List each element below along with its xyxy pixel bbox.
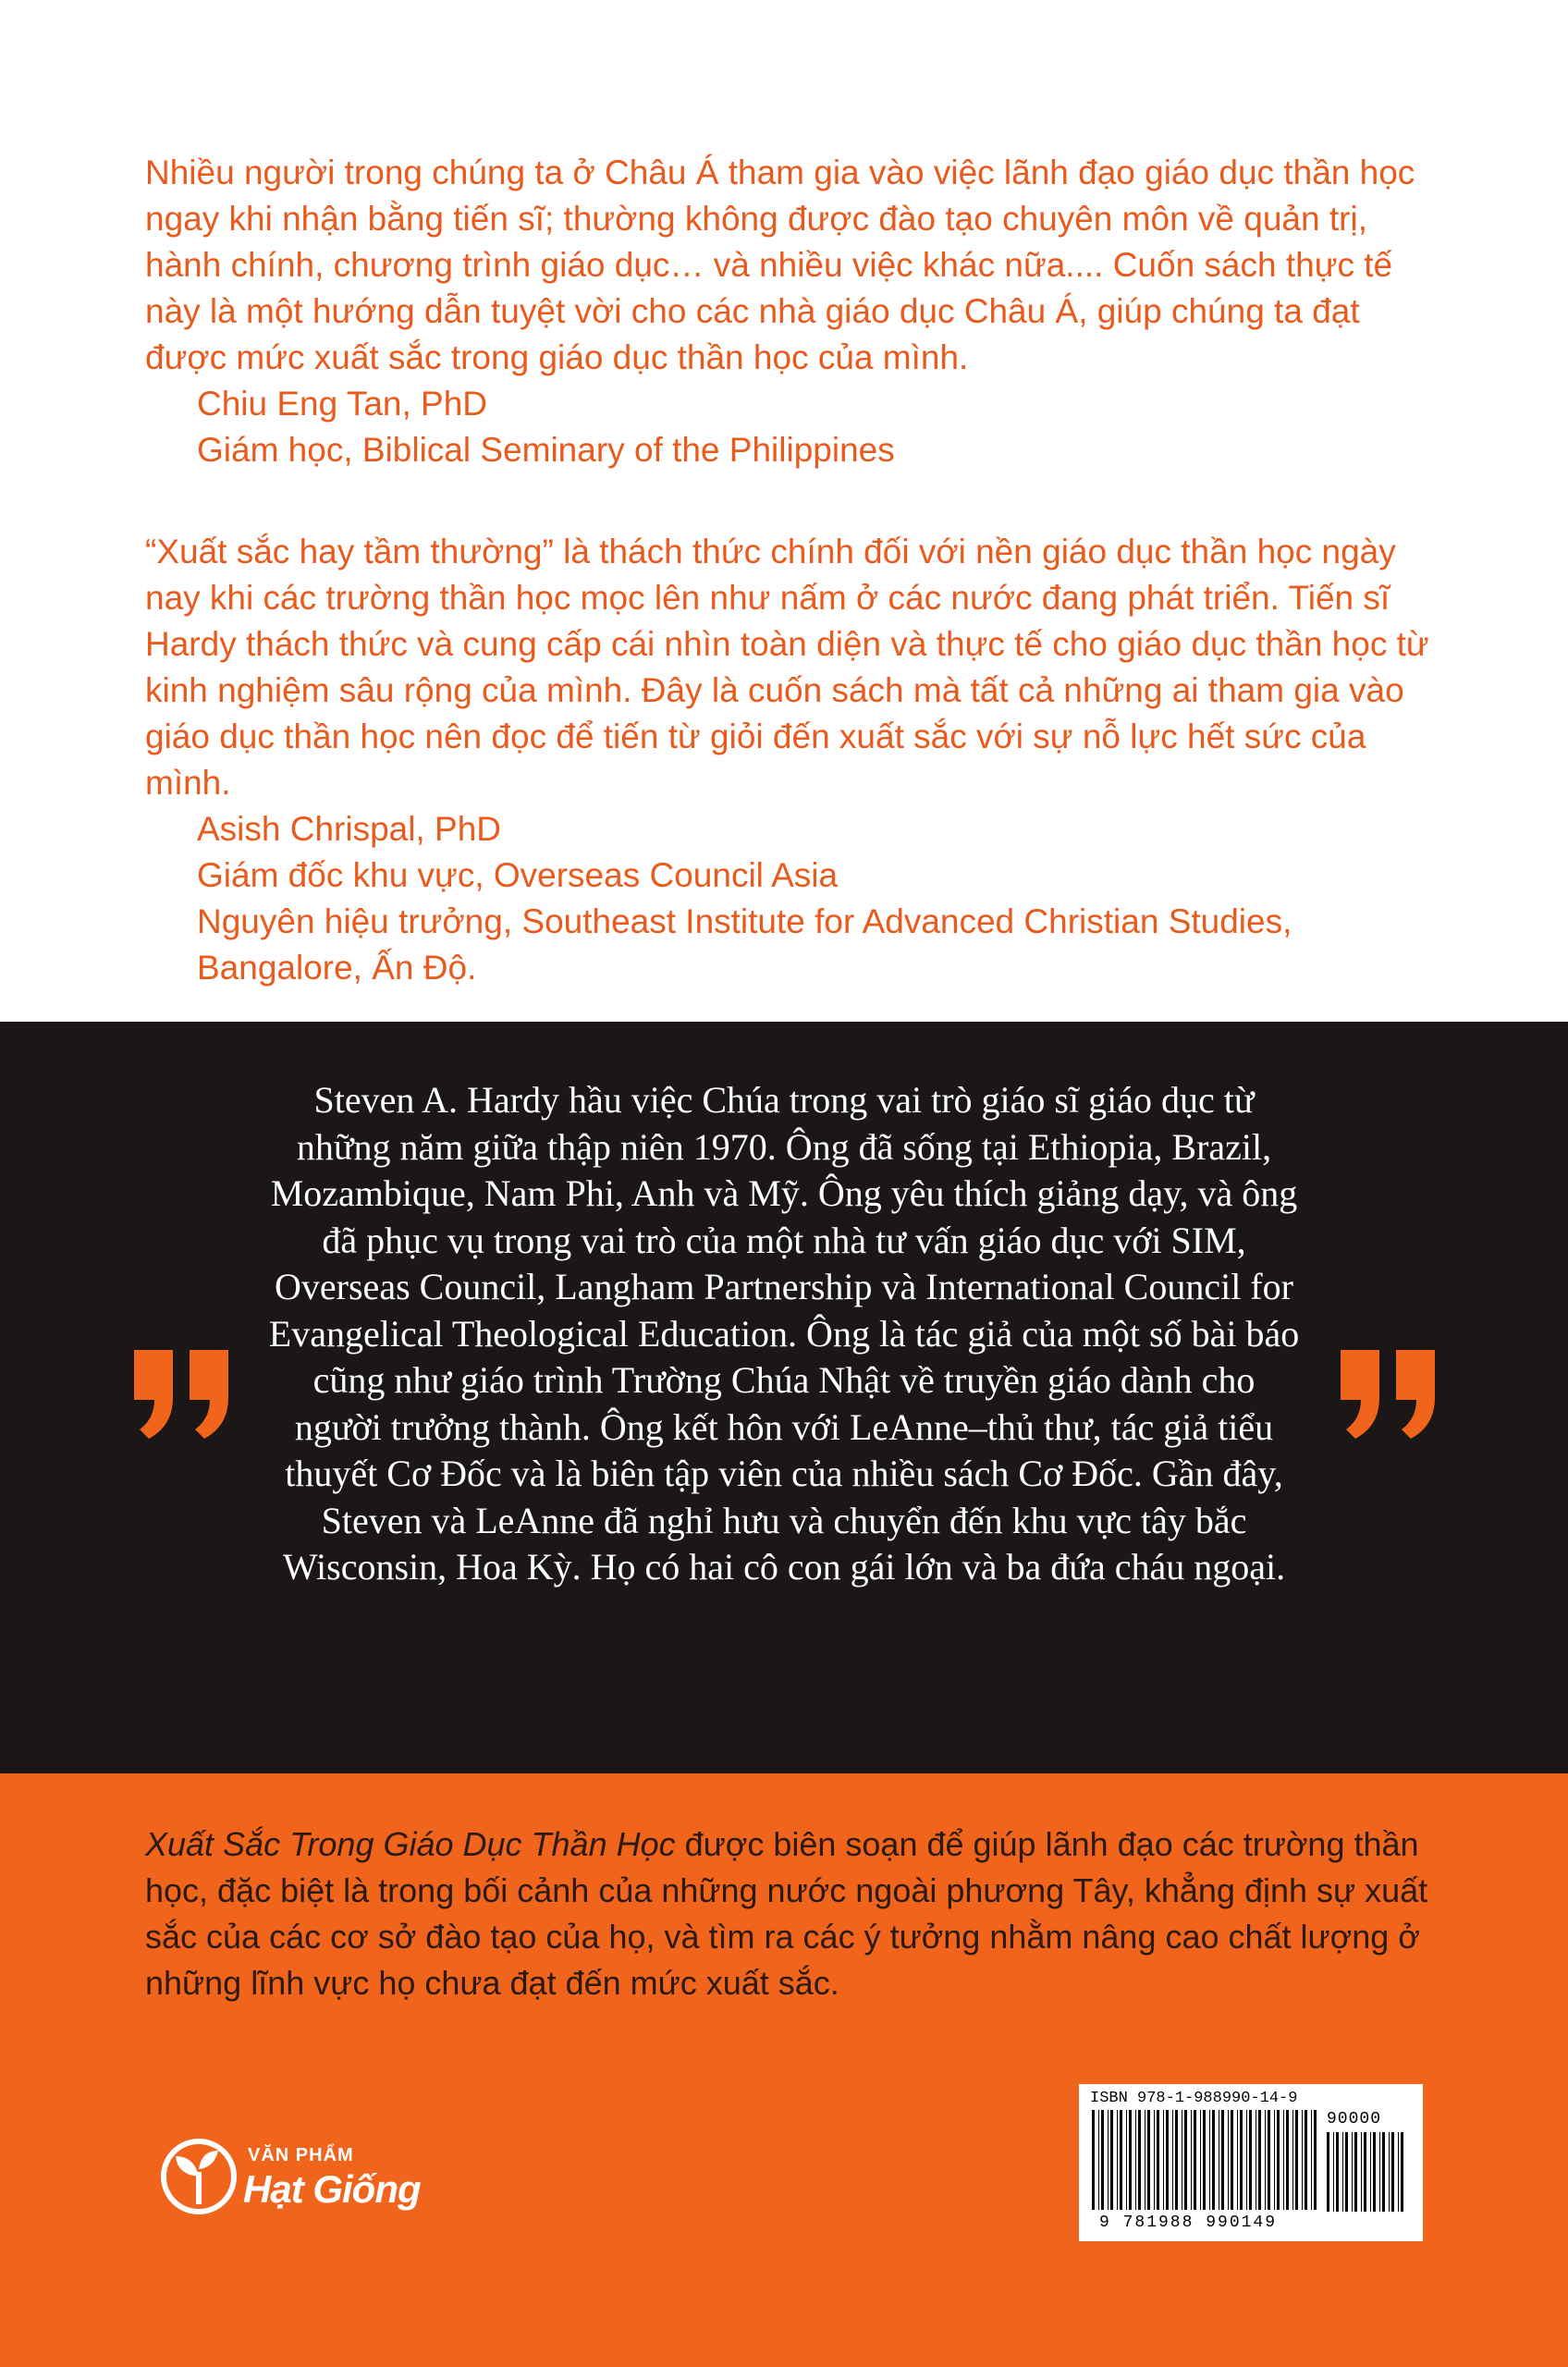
barcode-bar bbox=[1379, 2132, 1380, 2212]
barcode-bar bbox=[1258, 2110, 1261, 2210]
barcode-bar bbox=[1138, 2110, 1141, 2210]
endorser-title-2: Nguyên hiệu trưởng, Southeast Institute for Advanced Christian Studies, Bangalore, Ấn Độ. bbox=[197, 902, 1292, 987]
price-barcode-bars bbox=[1327, 2132, 1410, 2212]
barcode-bar bbox=[1249, 2110, 1252, 2210]
barcode-bar bbox=[1117, 2110, 1118, 2210]
barcode-bar bbox=[1292, 2110, 1293, 2210]
barcode-bar bbox=[1295, 2110, 1298, 2210]
barcode-bar bbox=[1157, 2110, 1159, 2210]
back-blurb-section bbox=[0, 1773, 1568, 2367]
barcode-bar bbox=[1108, 2110, 1109, 2210]
barcode-bar bbox=[1401, 2132, 1403, 2212]
barcode-bar bbox=[1231, 2110, 1233, 2210]
open-quote-icon bbox=[134, 1350, 236, 1442]
barcode-bar bbox=[1110, 2110, 1113, 2210]
barcode-bar bbox=[1200, 2110, 1201, 2210]
barcode-bar bbox=[1364, 2132, 1366, 2212]
barcode-bar bbox=[1246, 2110, 1247, 2210]
barcode-bar bbox=[1361, 2132, 1362, 2212]
endorsement-text: “Xuất sắc hay tầm thường” là thách thức chính đối với nền giáo dục thần học ngày nay khi các trường thần học mọc lên như nấm ở các nước đang phát triển. Tiến sĩ Hardy thách thức và cung cấp cái nhìn toàn diện và thực tế cho giáo dục thần học từ kinh nghiệm sâu rộng của mình. Đây là cuốn sách mà tất cả những ai tham gia vào giáo dục thần học nên đọc để tiến từ giỏi đến xuất sắc với sự nỗ lực hết sức của mình. bbox=[145, 533, 1429, 802]
author-bio-section bbox=[0, 1022, 1568, 1773]
close-quote-icon bbox=[1341, 1350, 1442, 1442]
barcode-bar bbox=[1391, 2132, 1394, 2212]
barcode-bar bbox=[1212, 2110, 1215, 2210]
isbn-label: ISBN 978-1-988990-14-9 bbox=[1090, 2090, 1298, 2107]
barcode-bar bbox=[1382, 2132, 1385, 2212]
barcode-bar bbox=[1129, 2110, 1132, 2210]
barcode-bar bbox=[1191, 2110, 1192, 2210]
barcode-bar bbox=[1302, 2110, 1303, 2210]
barcode-bar bbox=[1240, 2110, 1243, 2210]
barcode-bar bbox=[1314, 2110, 1317, 2210]
barcode-bar bbox=[1101, 2110, 1104, 2210]
endorsement-text: Nhiều người trong chúng ta ở Châu Á tham gia vào việc lãnh đạo giáo dục thần học ngay khi nhận bằng tiến sĩ; thường không được đào tạo chuyên môn về quản trị, hành chính, chương trình giáo dục… và nhiều việc khác nữa.... Cuốn sách thực tế này là một hướng dẫn tuyệt vời cho các nhà giáo dục Châu Á, giúp chúng ta đạt được mức xuất sắc trong giáo dục thần học của mình. bbox=[145, 153, 1415, 376]
barcode-bar bbox=[1120, 2110, 1122, 2210]
barcode bbox=[1079, 2084, 1423, 2241]
barcode-bar bbox=[1135, 2110, 1136, 2210]
barcode-bar bbox=[1221, 2110, 1224, 2210]
barcode-bar bbox=[1336, 2132, 1339, 2212]
publisher-line1: VĂN PHẨM bbox=[248, 2145, 354, 2165]
book-blurb bbox=[145, 1821, 1439, 2006]
barcode-bar bbox=[1311, 2110, 1312, 2210]
barcode-bar bbox=[1345, 2132, 1348, 2212]
barcode-bar bbox=[1373, 2132, 1376, 2212]
barcode-bar bbox=[1268, 2110, 1270, 2210]
sprout-icon bbox=[157, 2130, 240, 2223]
barcode-number: 9 781988 990149 bbox=[1099, 2214, 1278, 2232]
barcode-bar bbox=[1370, 2132, 1371, 2212]
barcode-bar bbox=[1184, 2110, 1187, 2210]
barcode-bar bbox=[1154, 2110, 1155, 2210]
endorsement-1 bbox=[145, 150, 1439, 473]
publisher-name: Hạt Giống bbox=[243, 2167, 421, 2211]
barcode-bar bbox=[1333, 2132, 1334, 2212]
barcode-bar bbox=[1305, 2110, 1307, 2210]
publisher-logo bbox=[157, 2123, 472, 2225]
barcode-bar bbox=[1237, 2110, 1238, 2210]
barcode-bar bbox=[1194, 2110, 1196, 2210]
barcode-bar bbox=[1228, 2110, 1229, 2210]
barcode-bar bbox=[1327, 2132, 1329, 2212]
barcode-bar bbox=[1352, 2132, 1353, 2212]
barcode-bar bbox=[1098, 2110, 1099, 2210]
barcode-bar bbox=[1277, 2110, 1280, 2210]
barcode-bar bbox=[1092, 2110, 1095, 2210]
endorser-name: Asish Chrispal, PhD bbox=[197, 810, 502, 848]
barcode-bar bbox=[1354, 2132, 1357, 2212]
endorser-title: Giám học, Biblical Seminary of the Philippines bbox=[197, 431, 895, 469]
barcode-bar bbox=[1286, 2110, 1289, 2210]
blurb-text: được biên soạn để giúp lãnh đạo các trường thần học, đặc biệt là trong bối cảnh của những nước ngoài phương Tây, khẳng định sự xuất sắc của các cơ sở đào tạo của họ, và tìm ra các ý tưởng nhằm nâng cao chất lượng ở những lĩnh vực họ chưa đạt đến mức xuất sắc. bbox=[145, 1825, 1428, 2002]
endorsement-2 bbox=[145, 529, 1439, 991]
barcode-bars bbox=[1092, 2110, 1323, 2214]
price-code: 90000 bbox=[1327, 2110, 1382, 2128]
barcode-bar bbox=[1175, 2110, 1178, 2210]
barcode-bar bbox=[1274, 2110, 1275, 2210]
author-bio: Steven A. Hardy hầu việc Chúa trong vai trò giáo sĩ giáo dục từ những năm giữa thập niên 1970. Ông đã sống tại Ethiopia, Brazil, Mozambique, Nam Phi, Anh và Mỹ. Ông yêu thích giảng dạy, và ông đã phục vụ trong vai trò của một nhà tư vấn giáo dục với SIM, Overseas Council, Langham Partnership và International Council for Evangelical Theological Education. Ông là tác giả của một số bài báo cũng như giáo trình Trường Chúa Nhật về truyền giáo dành cho người trưởng thành. Ông kết hôn với LeAnne–thủ thư, tác giả tiểu thuyết Cơ Đốc và là biên tập viên của nhiều sách Cơ Đốc. Gần đây, Steven và LeAnne đã nghỉ hưu và chuyển đến khu vực tây bắc Wisconsin, Hoa Kỳ. Họ có hai cô con gái lớn và ba đứa cháu ngoại. bbox=[268, 1079, 1300, 1588]
barcode-bar bbox=[1172, 2110, 1173, 2210]
barcode-bar bbox=[1126, 2110, 1127, 2210]
barcode-bar bbox=[1163, 2110, 1164, 2210]
barcode-bar bbox=[1389, 2132, 1390, 2212]
barcode-bar bbox=[1342, 2132, 1343, 2212]
endorser-title: Giám đốc khu vực, Overseas Council Asia bbox=[197, 856, 839, 894]
barcode-bar bbox=[1209, 2110, 1210, 2210]
barcode-bar bbox=[1166, 2110, 1169, 2210]
barcode-bar bbox=[1147, 2110, 1150, 2210]
book-title: Xuất Sắc Trong Giáo Dục Thần Học bbox=[145, 1825, 676, 1863]
barcode-bar bbox=[1398, 2132, 1399, 2212]
endorsements-section bbox=[0, 0, 1568, 1022]
endorser-name: Chiu Eng Tan, PhD bbox=[197, 385, 488, 423]
barcode-bar bbox=[1283, 2110, 1284, 2210]
barcode-bar bbox=[1265, 2110, 1266, 2210]
barcode-bar bbox=[1203, 2110, 1206, 2210]
